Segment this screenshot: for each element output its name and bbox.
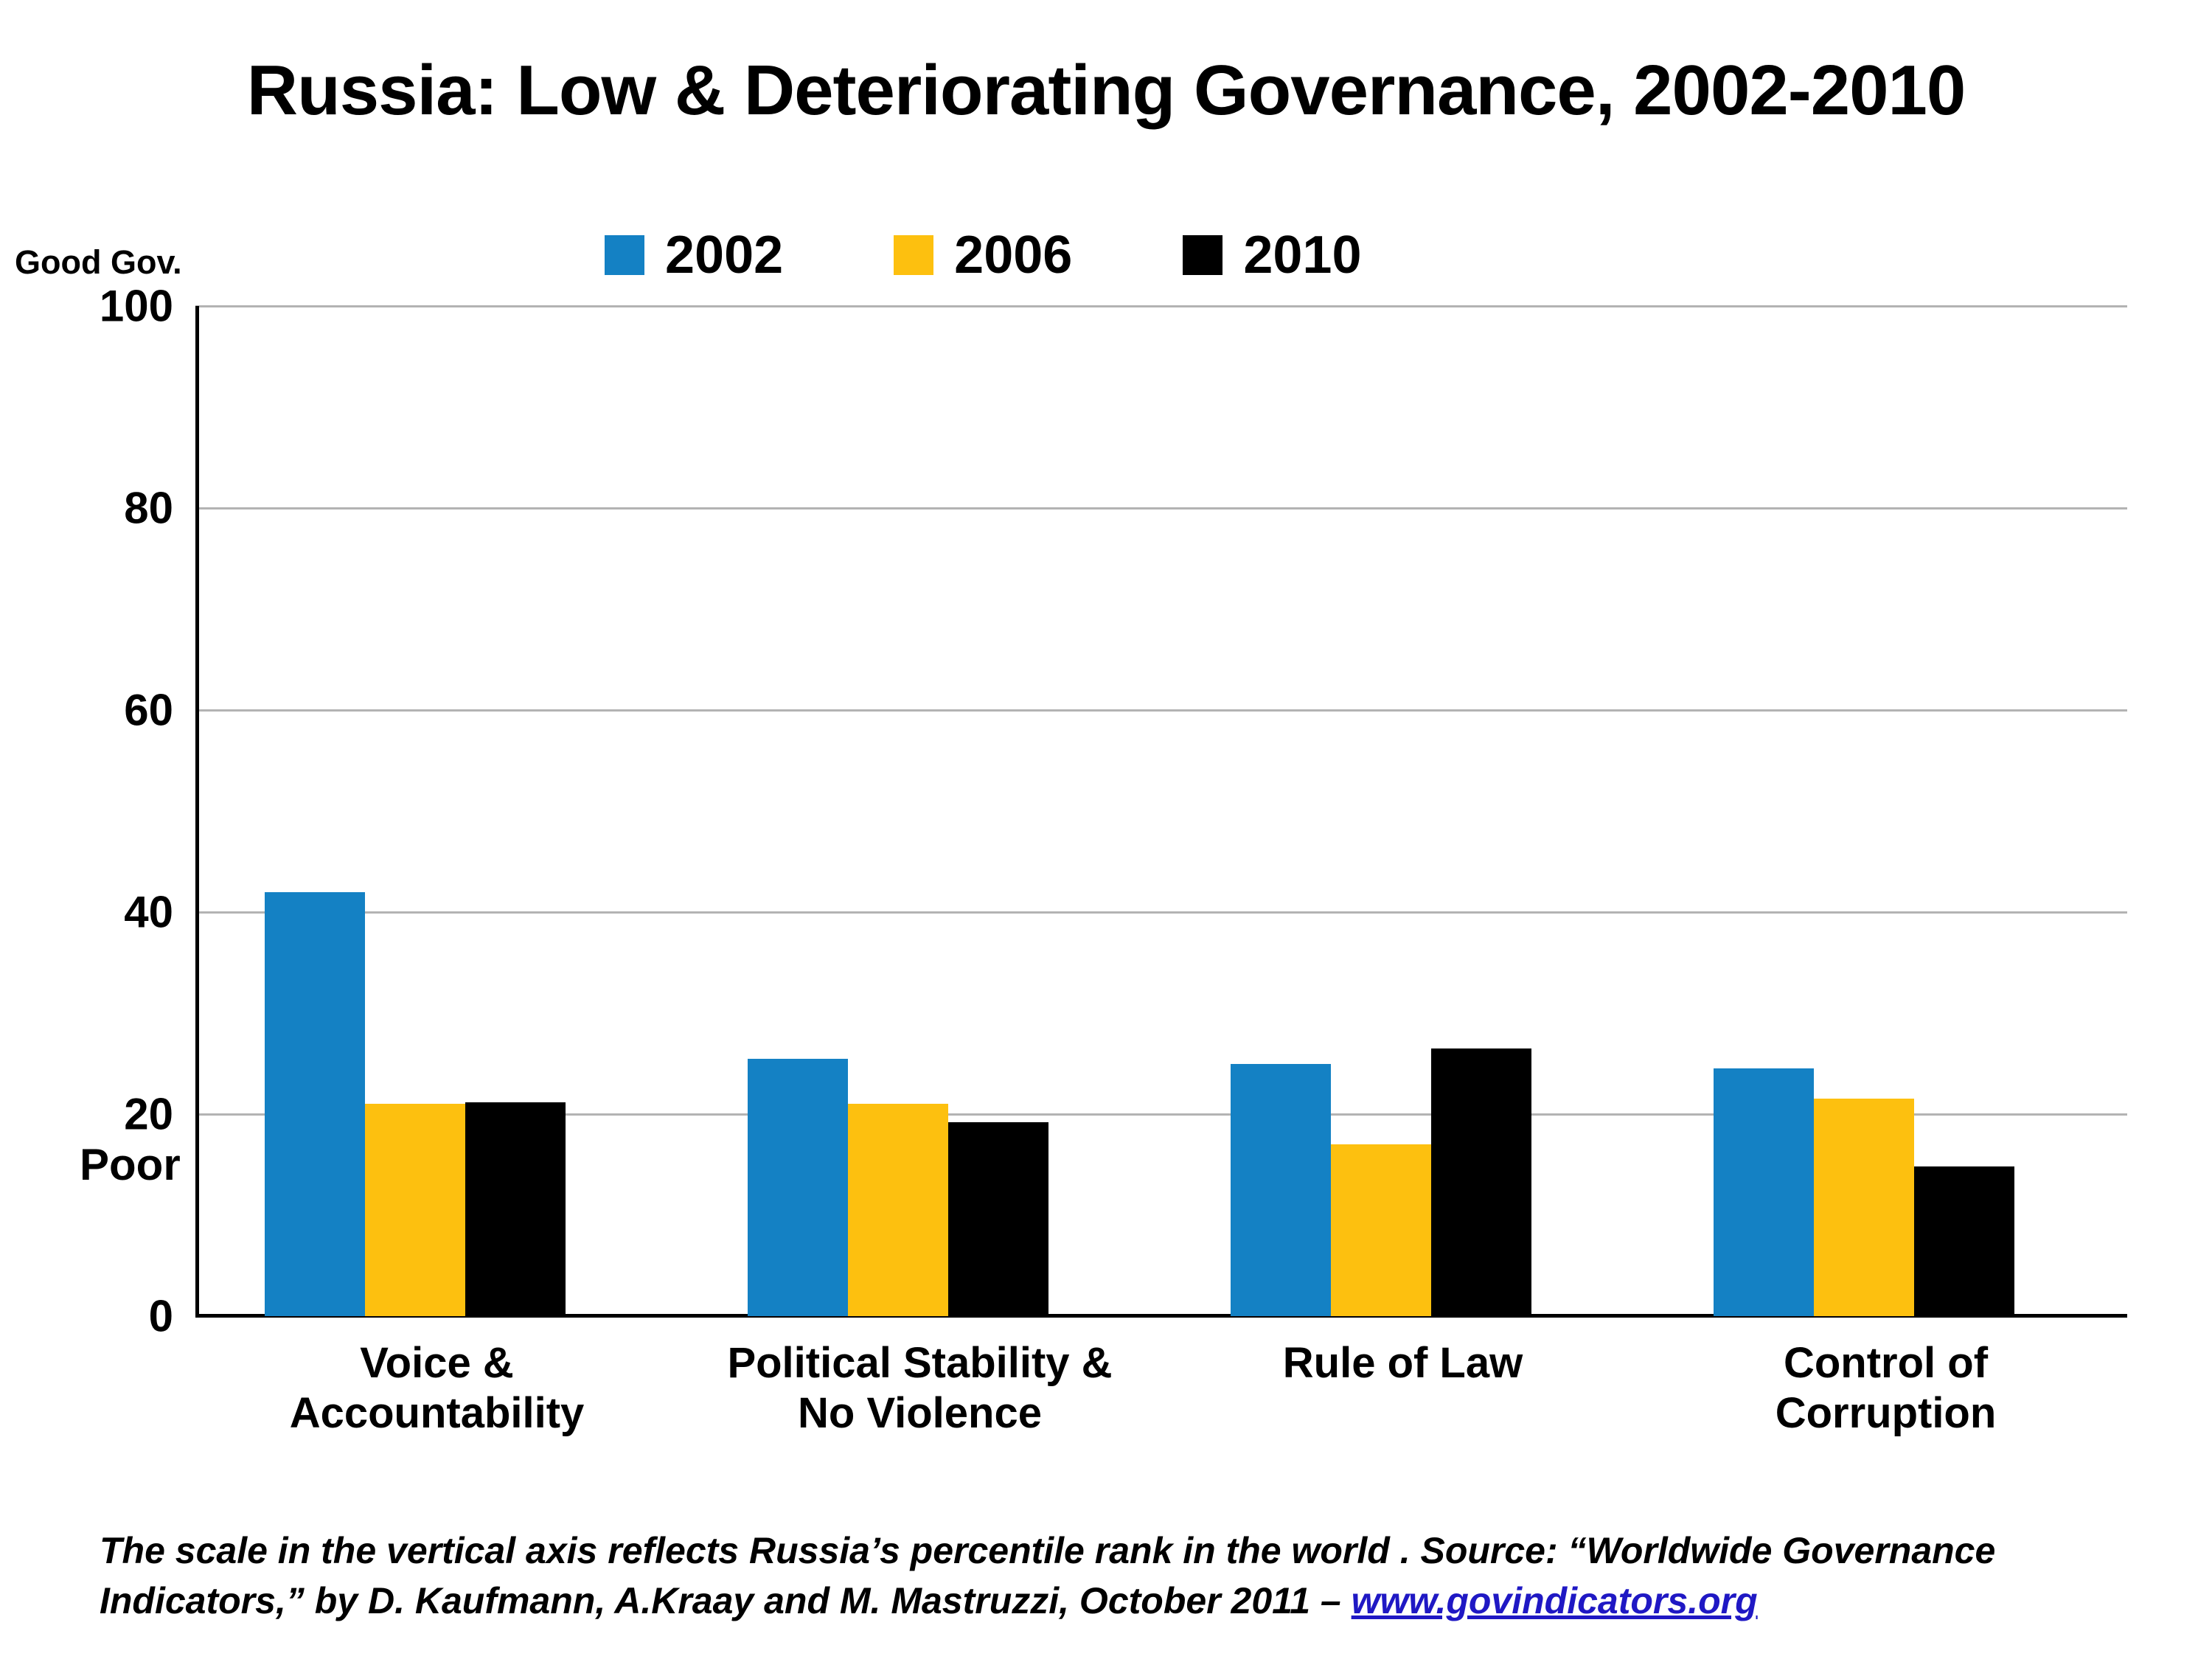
bar-2010 bbox=[1431, 1048, 1531, 1316]
bar-2010 bbox=[948, 1122, 1048, 1316]
x-tick-label-line1: Political Stability & bbox=[727, 1339, 1113, 1387]
bar-2002 bbox=[748, 1059, 848, 1316]
x-tick-label bbox=[1650, 1338, 2122, 1439]
bar-groups bbox=[195, 306, 2127, 1438]
x-tick-label-line2: Accountability bbox=[289, 1389, 585, 1438]
bar-group bbox=[1644, 306, 2127, 1438]
y-tick-label-100: 100 bbox=[99, 281, 173, 331]
x-tick-label-line2: No Violence bbox=[798, 1389, 1042, 1438]
legend-swatch-2010 bbox=[1183, 235, 1222, 275]
bar-2002 bbox=[265, 892, 365, 1316]
x-tick-label-line1: Voice & bbox=[360, 1339, 514, 1387]
footnote bbox=[100, 1526, 2105, 1626]
bar-2006 bbox=[1814, 1099, 1914, 1316]
x-tick-label-line2: Corruption bbox=[1775, 1389, 1997, 1438]
axis-annotation-good-gov: Good Gov. bbox=[15, 243, 182, 281]
legend-item-2006 bbox=[894, 226, 1073, 285]
legend-item-2010 bbox=[1183, 226, 1362, 285]
bar-2006 bbox=[848, 1104, 948, 1316]
y-tick-label-0: 0 bbox=[148, 1291, 173, 1341]
y-tick-label-20: 20 bbox=[124, 1089, 173, 1139]
legend-label-2010: 2010 bbox=[1243, 226, 1362, 285]
footnote-line-1: The scale in the vertical axis reflects Russia’s percentile rank in the world . Source: “Worldwide Governance bbox=[100, 1530, 1996, 1571]
bar-group bbox=[678, 306, 1161, 1438]
bar-2002 bbox=[1231, 1064, 1331, 1317]
x-tick-label bbox=[1167, 1338, 1639, 1388]
x-tick-label-line1: Control of bbox=[1783, 1339, 1989, 1387]
x-tick-label bbox=[201, 1338, 673, 1439]
footnote-line-2: Indicators,” by D. Kaufmann, A.Kraay and M. Mastruzzi, October 2011 – bbox=[100, 1579, 1352, 1621]
bar-2010 bbox=[1914, 1166, 2014, 1316]
axis-annotation-poor: Poor bbox=[80, 1140, 181, 1189]
chart-legend bbox=[605, 226, 1362, 285]
x-tick-label bbox=[684, 1338, 1156, 1439]
y-tick-label-40: 40 bbox=[124, 887, 173, 937]
bar-2006 bbox=[1331, 1144, 1431, 1316]
y-tick-label-60: 60 bbox=[124, 685, 173, 735]
bar-2002 bbox=[1714, 1068, 1814, 1316]
bar-group bbox=[195, 306, 678, 1438]
page-title: Russia: Low & Deteriorating Governance, 2002-2010 bbox=[246, 51, 1966, 130]
govindicators-link[interactable]: www.govindicators.org bbox=[1351, 1579, 1758, 1621]
legend-swatch-2002 bbox=[605, 235, 644, 275]
bar-2010 bbox=[465, 1102, 566, 1316]
legend-label-2002: 2002 bbox=[665, 226, 784, 285]
x-tick-label-line1: Rule of Law bbox=[1282, 1339, 1523, 1387]
legend-swatch-2006 bbox=[894, 235, 933, 275]
legend-label-2006: 2006 bbox=[954, 226, 1073, 285]
bar-2006 bbox=[365, 1104, 465, 1316]
legend-item-2002 bbox=[605, 226, 784, 285]
y-tick-label-80: 80 bbox=[124, 483, 173, 533]
bar-group bbox=[1161, 306, 1644, 1387]
